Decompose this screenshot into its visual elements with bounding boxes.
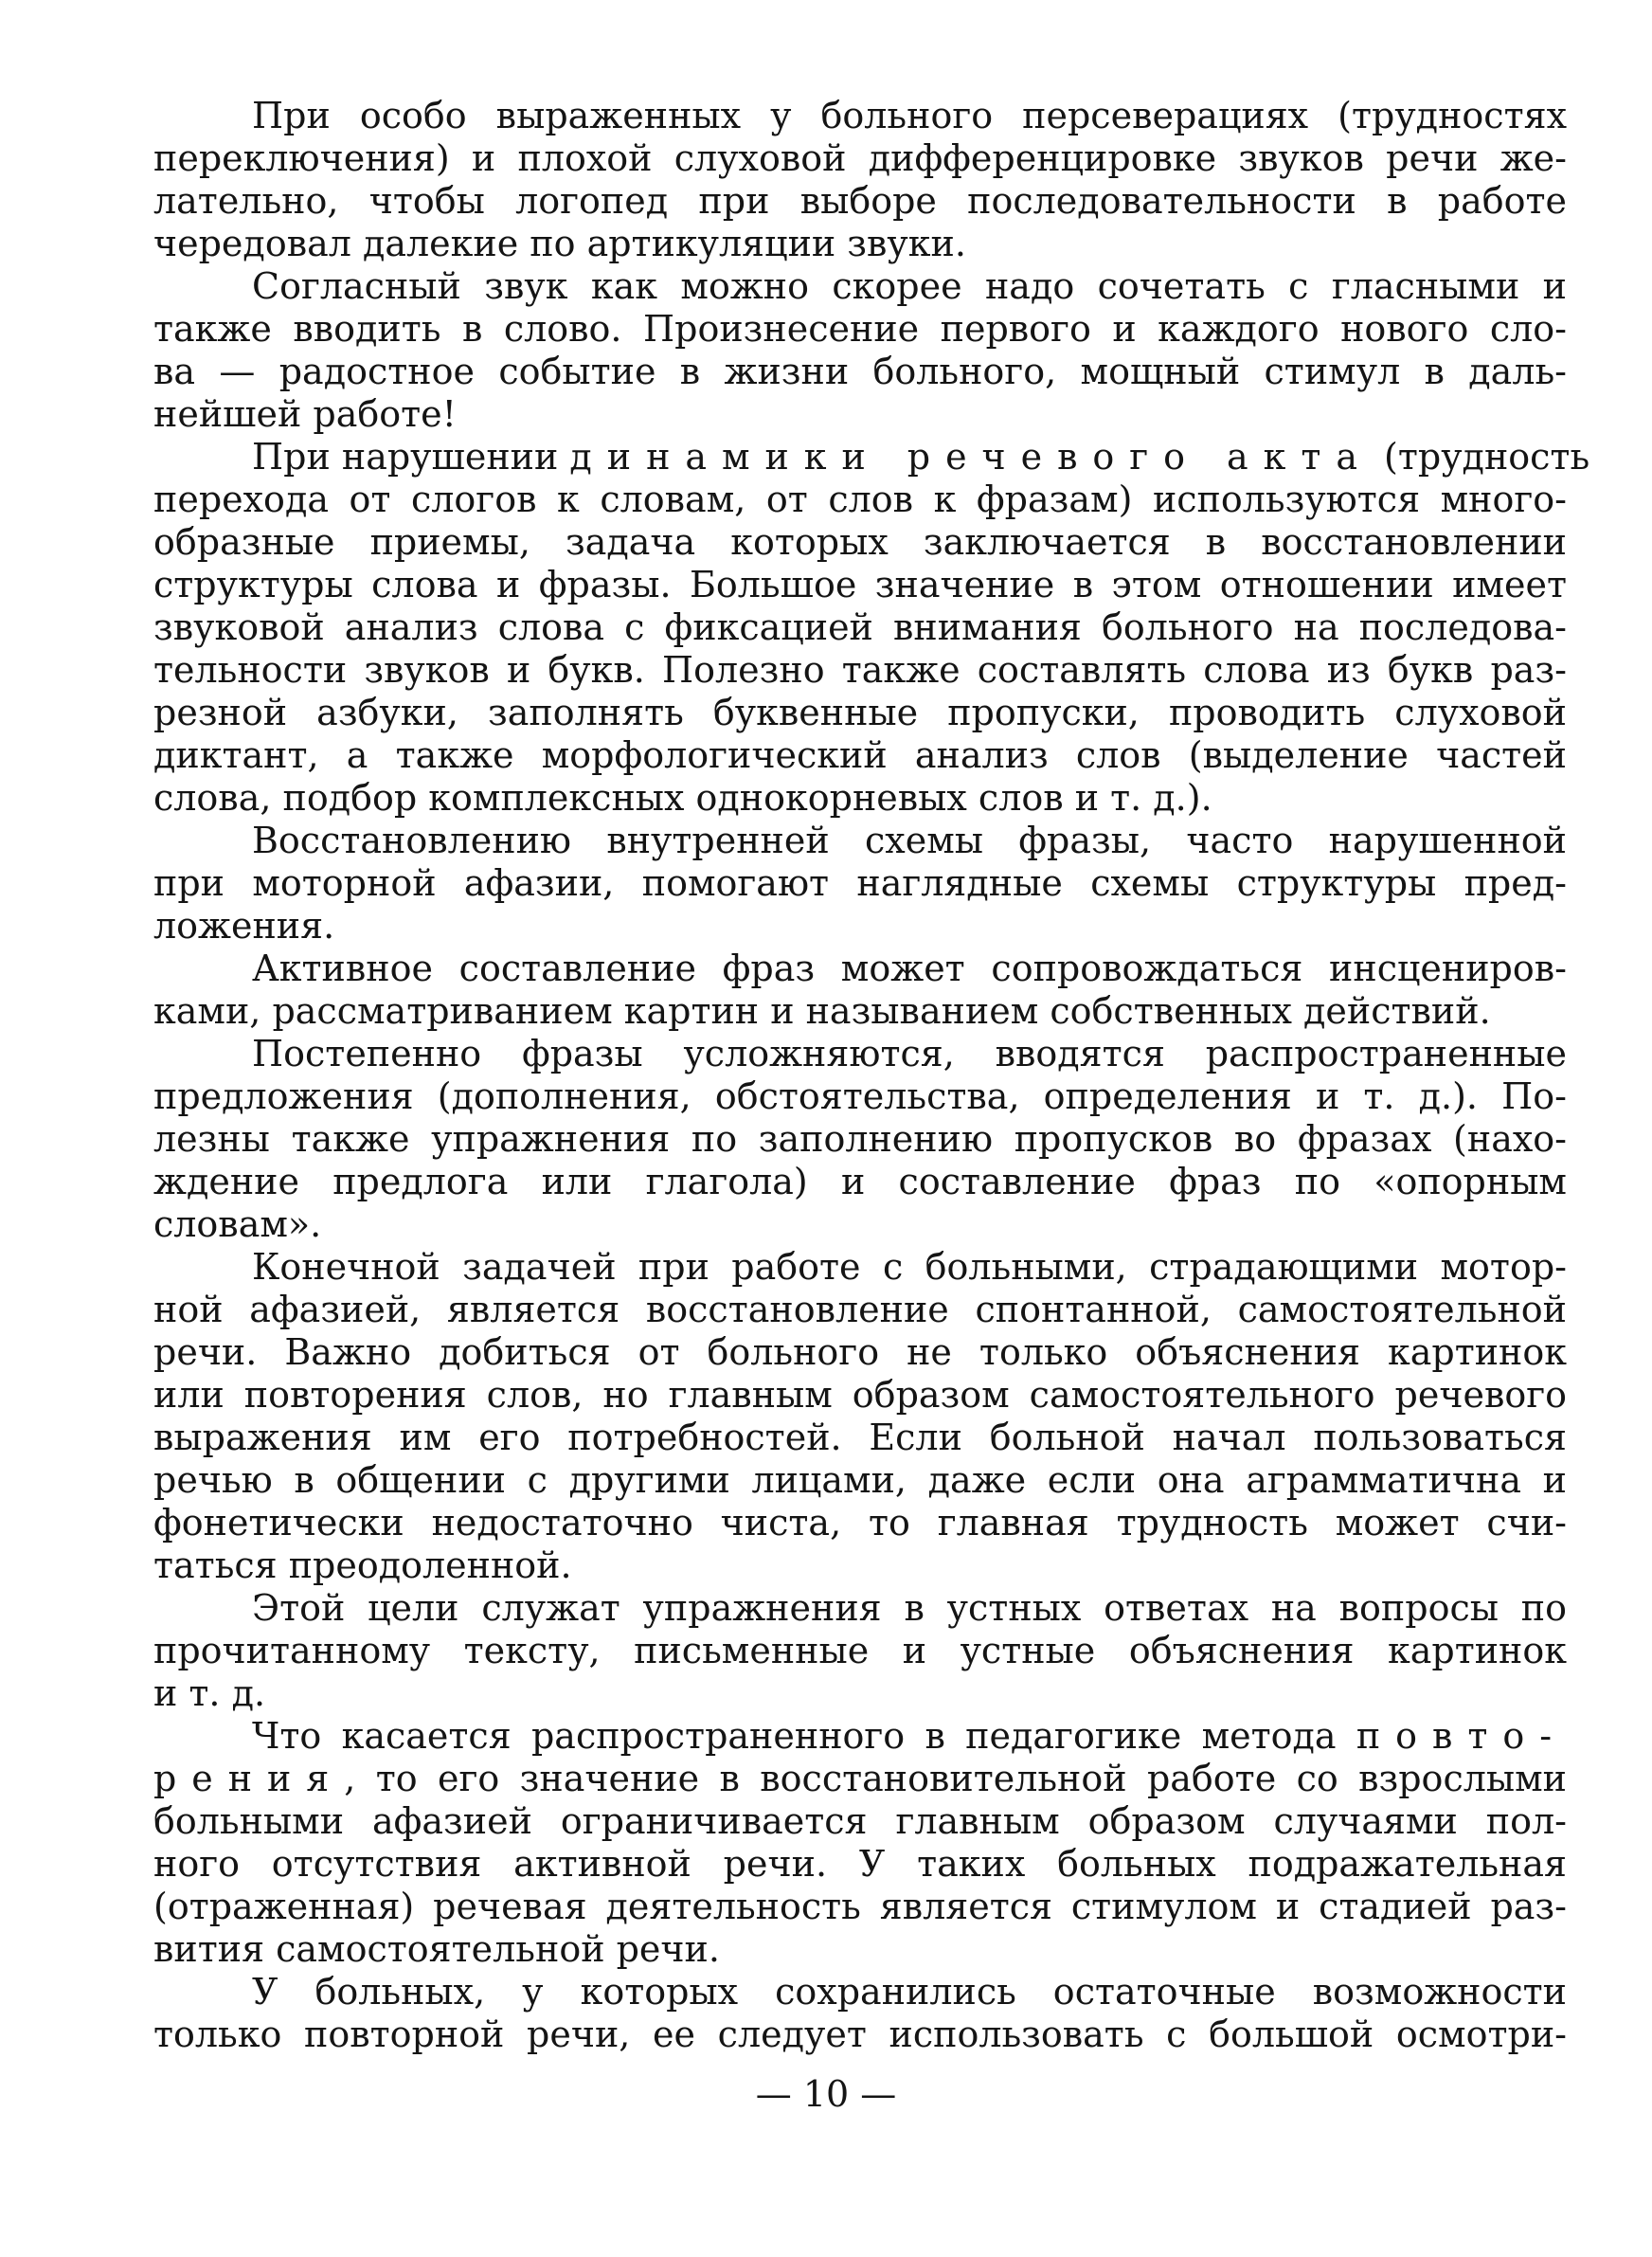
text-line: Конечной задачей при работе с больными, страдающими мотор-: [252, 1246, 1567, 1288]
body-text: [153, 95, 1590, 2056]
page-number: — 10 —: [755, 2073, 897, 2115]
text-line: [153, 1758, 1567, 1800]
text-run: При нарушении: [252, 436, 570, 478]
text-run: (трудность: [1372, 436, 1590, 478]
text-line: ками, рассматриванием картин и называнием собственных действий.: [153, 990, 1491, 1032]
text-line: больными афазией ограничивается главным образом случаями пол-: [153, 1800, 1567, 1842]
text-line: Активное составление фраз может сопровождаться инсцениров-: [252, 948, 1567, 989]
text-run: , то его значение в восстановительной работе со взрослыми: [344, 1758, 1567, 1799]
text-line: образные приемы, задача которых заключается в восстановлении: [153, 521, 1567, 563]
text-line: выражения им его потребностей. Если больной начал пользоваться: [153, 1417, 1567, 1458]
text-line: или повторения слов, но главным образом самостоятельного речевого: [153, 1374, 1567, 1416]
text-line: также вводить в слово. Произнесение первого и каждого нового сло-: [153, 308, 1567, 350]
text-line: переключения) и плохой слуховой дифференцировке звуков речи же-: [153, 137, 1567, 179]
spaced-emphasis: рения: [153, 1758, 345, 1799]
text-line: тельности звуков и букв. Полезно также составлять слова из букв раз-: [153, 649, 1567, 691]
text-line: Восстановлению внутренней схемы фразы, часто нарушенной: [252, 820, 1567, 861]
text-line: звуковой анализ слова с фиксацией внимания больного на последова-: [153, 606, 1567, 648]
text-line: резной азбуки, заполнять буквенные пропуски, проводить слуховой: [153, 692, 1567, 733]
text-line: прочитанному тексту, письменные и устные объяснения картинок: [153, 1630, 1567, 1671]
text-line: словам».: [153, 1203, 322, 1245]
text-line: ждение предлога или глагола) и составление фраз по «опорным: [153, 1161, 1567, 1202]
text-line: ложения.: [153, 905, 335, 947]
text-line: речью в общении с другими лицами, даже если она аграмматична и: [153, 1459, 1567, 1501]
text-line: (отраженная) речевая деятельность является стимулом и стадией раз-: [153, 1886, 1567, 1927]
text-line: речи. Важно добиться от больного не только объяснения картинок: [153, 1331, 1567, 1373]
text-line: [153, 1715, 1567, 1758]
text-line: перехода от слогов к словам, от слов к фразам) используются много-: [153, 478, 1567, 520]
text-line: вития самостоятельной речи.: [153, 1928, 720, 1970]
text-line: и т. д.: [153, 1672, 266, 1714]
text-line: лательно, чтобы логопед при выборе последовательности в работе: [153, 180, 1567, 222]
text-line: структуры слова и фразы. Большое значение в этом отношении имеет: [153, 564, 1567, 605]
text-line: При особо выраженных у больного персеверациях (трудностях: [252, 95, 1567, 136]
text-run: Что касается распространенного в педагогике метода: [252, 1715, 1356, 1757]
spaced-emphasis: динамики речевого акта: [569, 436, 1373, 478]
text-line: предложения (дополнения, обстоятельства, определения и т. д.). По-: [153, 1075, 1567, 1117]
text-line: таться преодоленной.: [153, 1544, 572, 1586]
text-line: при моторной афазии, помогают наглядные схемы структуры пред-: [153, 862, 1567, 904]
text-line: Постепенно фразы усложняются, вводятся распространенные: [252, 1033, 1567, 1074]
text-line: фонетически недостаточно чиста, то главная трудность может счи-: [153, 1502, 1567, 1544]
text-line: только повторной речи, ее следует использовать с большой осмотри-: [153, 2013, 1567, 2055]
text-line: ва — радостное событие в жизни больного, мощный стимул в даль-: [153, 351, 1567, 392]
text-line: диктант, а также морфологический анализ слов (выделение частей: [153, 734, 1567, 776]
text-line: ной афазией, является восстановление спонтанной, самостоятельной: [153, 1289, 1567, 1330]
text-line: слова, подбор комплексных однокорневых слов и т. д.).: [153, 777, 1212, 819]
text-line: чередовал далекие по артикуляции звуки.: [153, 223, 966, 264]
spaced-emphasis: повто-: [1356, 1715, 1567, 1757]
text-line: Этой цели служат упражнения в устных ответах на вопросы по: [252, 1587, 1567, 1629]
text-line: У больных, у которых сохранились остаточные возможности: [252, 1971, 1567, 2013]
text-line: [153, 436, 1590, 478]
text-line: лезны также упражнения по заполнению пропусков во фразах (нахо-: [153, 1118, 1567, 1160]
text-line: Согласный звук как можно скорее надо сочетать с гласными и: [252, 265, 1567, 307]
text-line: ного отсутствия активной речи. У таких больных подражательная: [153, 1843, 1567, 1885]
text-line: нейшей работе!: [153, 393, 457, 435]
